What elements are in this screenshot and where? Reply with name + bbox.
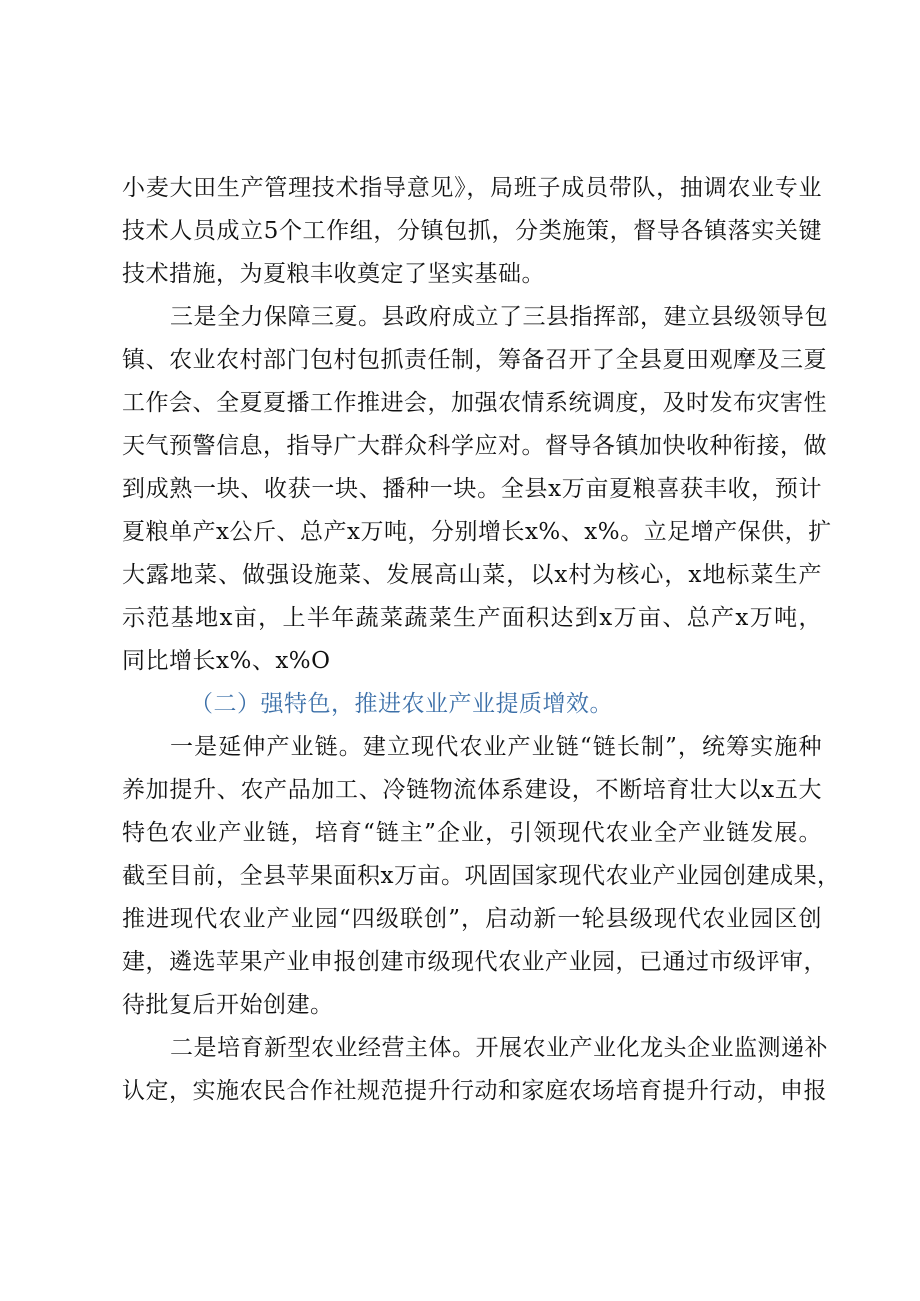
body-text-line: 特色农业产业链，培育“链主”企业，引领现代农业全产业链发展。 [122, 820, 822, 846]
body-text-line: 小麦大田生产管理技术指导意见》，局班子成员带队，抽调农业专业 [122, 175, 822, 201]
body-text-line: 同比增长x%、x%O [122, 648, 331, 674]
body-text-line: 推进现代农业产业园“四级联创”，启动新一轮县级现代农业园区创 [122, 906, 822, 932]
body-text-line: 夏粮单产x公斤、总产x万吨，分别增长x%、x%。立足增产保供，扩 [122, 519, 832, 545]
body-text-line: 工作会、全夏夏播工作推进会，加强农情系统调度，及时发布灾害性 [122, 390, 827, 416]
body-text-line: 养加提升、农产品加工、冷链物流体系建设，不断培育壮大以x五大 [122, 777, 822, 803]
body-text-line: 待批复后开始创建。 [122, 992, 334, 1018]
body-text-line: 大露地菜、做强设施菜、发展高山菜，以x村为核心，x地标菜生产 [122, 562, 822, 588]
body-text-line: 截至目前，全县苹果面积x万亩。巩固国家现代农业产业园创建成果， [122, 863, 841, 889]
body-text-line: 建，遴选苹果产业申报创建市级现代农业产业园，已通过市级评审， [122, 949, 827, 975]
body-text-line: 镇、农业农村部门包村包抓责任制，筹备召开了全县夏田观摩及三夏 [122, 347, 827, 373]
body-text-line: 示范基地x亩，上半年蔬菜蔬菜生产面积达到x万亩、总产x万吨， [122, 605, 822, 631]
paragraph-first-line: 二是培育新型农业经营主体。开展农业产业化龙头企业监测递补 [170, 1035, 828, 1061]
paragraph-first-line: 一是延伸产业链。建立现代农业产业链“链长制”，统筹实施种 [170, 734, 822, 760]
body-text-line: 技术措施，为夏粮丰收奠定了坚实基础。 [122, 261, 545, 287]
body-text-line: 天气预警信息，指导广大群众科学应对。督导各镇加快收种衔接，做 [122, 433, 827, 459]
body-text-line: 认定，实施农民合作社规范提升行动和家庭农场培育提升行动，申报 [122, 1078, 827, 1104]
body-text-line: 到成熟一块、收获一块、播种一块。全县x万亩夏粮喜获丰收，预计 [122, 476, 822, 502]
section-heading: （二）强特色，推进农业产业提质增效。 [190, 691, 613, 717]
body-text-line: 技术人员成立5个工作组，分镇包抓，分类施策，督导各镇落实关键 [122, 218, 822, 244]
paragraph-first-line: 三是全力保障三夏。县政府成立了三县指挥部，建立县级领导包 [170, 304, 828, 330]
